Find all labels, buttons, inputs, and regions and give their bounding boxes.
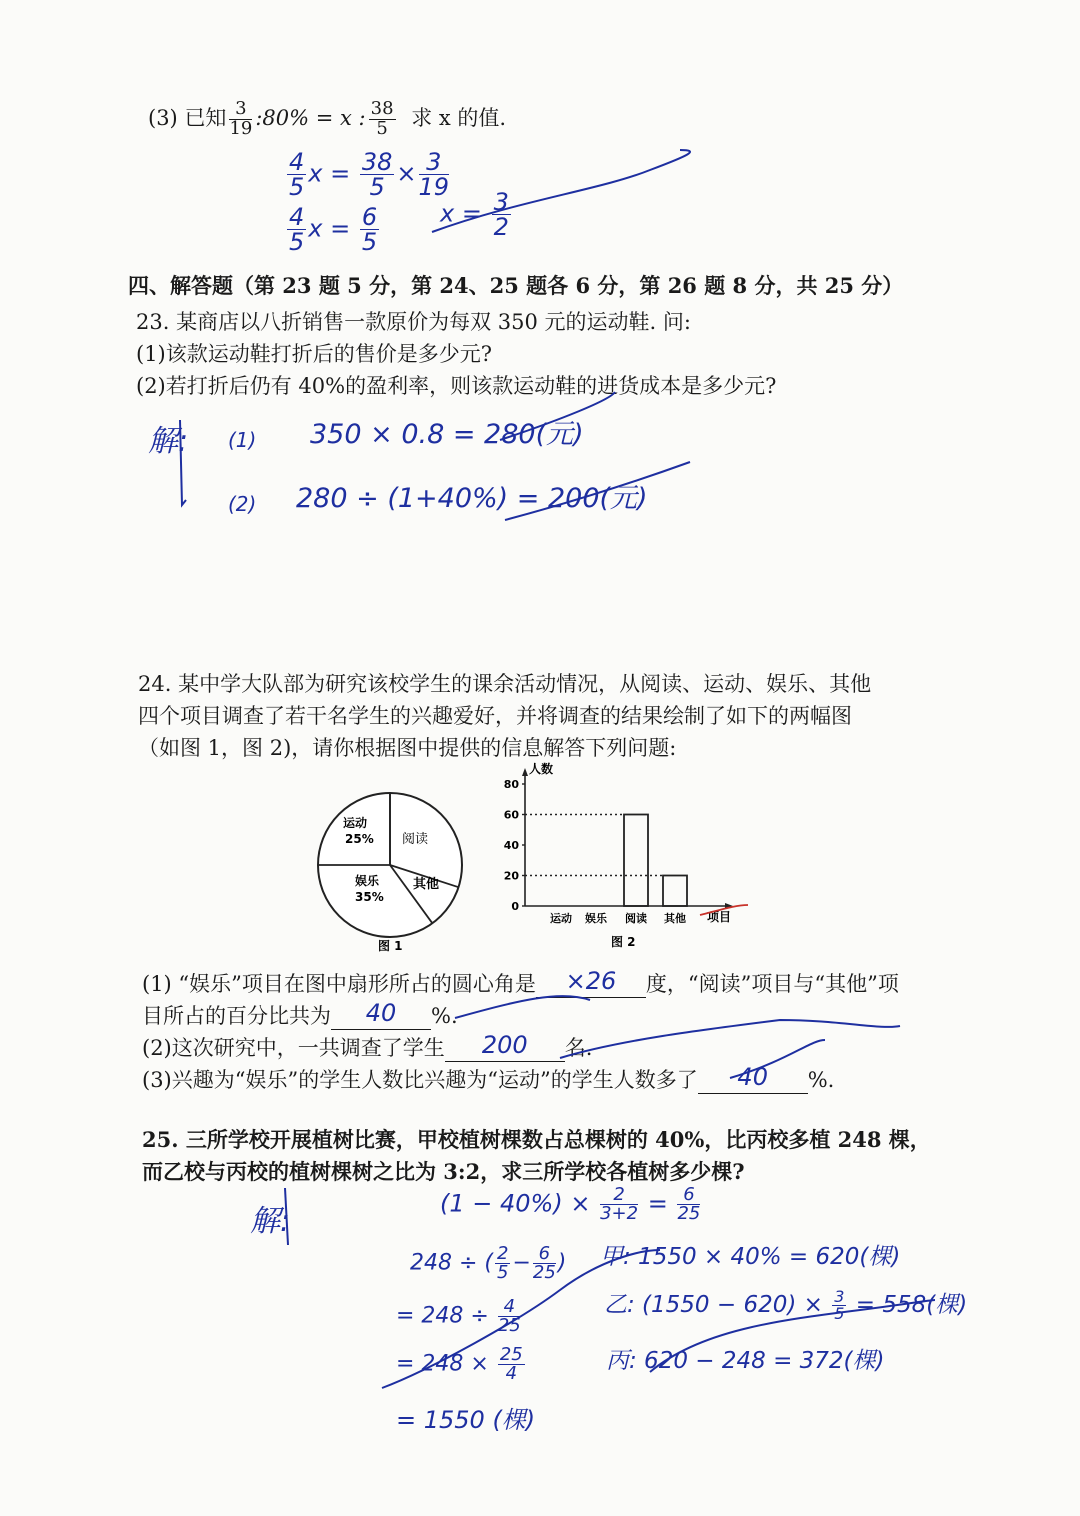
q23-answer-1: 350 × 0.8 = 280(元) xyxy=(310,419,584,450)
y-tick-label: 80 xyxy=(503,778,519,791)
fraction-numerator: 6 xyxy=(361,203,378,231)
q23-stem: 23. 某商店以八折销售一款原价为每双 350 元的运动鞋. 问: xyxy=(136,310,691,334)
category-label: 运动 xyxy=(550,912,572,925)
fraction-denominator: 5 xyxy=(289,228,305,256)
fraction-denominator: 5 xyxy=(376,117,388,139)
q24-part-1-line-2 xyxy=(142,1000,458,1030)
q22-3-answer xyxy=(440,190,513,239)
pie-label-yule: 娱乐 xyxy=(355,874,380,888)
q24-part-2 xyxy=(142,1032,592,1062)
fraction-denominator: 25 xyxy=(497,1315,521,1336)
hand-fraction xyxy=(677,1186,700,1223)
pie-slices xyxy=(318,793,462,937)
answer-blank-2 xyxy=(331,999,431,1030)
fraction-numerator: 2 xyxy=(600,1186,638,1205)
question-text: 名. xyxy=(564,1036,593,1060)
fraction xyxy=(229,100,252,139)
answer-handwritten: ×26 xyxy=(565,967,617,995)
y-tick-label: 60 xyxy=(503,808,519,822)
q25-bing: 丙: 620 − 248 = 372(棵) xyxy=(606,1348,885,1374)
question-text: %. xyxy=(431,1004,458,1028)
q25-step-1 xyxy=(440,1186,702,1223)
fraction-denominator: 19 xyxy=(229,117,253,139)
statement-text: :80% = x : xyxy=(255,105,366,130)
answer-blank-4 xyxy=(698,1063,808,1094)
fraction-numerator: 6 xyxy=(533,1245,556,1264)
check-mark xyxy=(455,996,590,1018)
y-tick-label: 0 xyxy=(511,900,519,913)
q25-step-2 xyxy=(410,1245,566,1282)
fraction-numerator: 38 xyxy=(361,148,393,176)
pie-value-yundong: 25% xyxy=(345,832,374,846)
hand-fraction xyxy=(360,150,395,199)
q25-stem-line-1: 25. 三所学校开展植树比赛，甲校植树棵数占总棵树的 40%，比丙校多植 248 棵， xyxy=(142,1127,931,1152)
q22-3-work-line-1 xyxy=(285,150,451,199)
question-text: (3)兴趣为“娱乐”的学生人数比兴趣为“运动”的学生人数多了 xyxy=(142,1068,698,1092)
hand-fraction xyxy=(287,205,306,254)
fraction-denominator: 5 xyxy=(369,173,385,201)
pie-value-yule: 35% xyxy=(355,890,384,904)
y-tick-label: 40 xyxy=(503,839,519,852)
work-text: = 248 ÷ xyxy=(396,1303,489,1329)
fraction-denominator: 2 xyxy=(493,213,509,241)
answer-blank-3 xyxy=(445,1031,565,1062)
q24-stem-line-3: （如图 1，图 2)，请你根据图中提供的信息解答下列问题: xyxy=(138,736,677,760)
q23-answer-2: 280 ÷ (1+40%) = 200(元) xyxy=(296,483,648,514)
q25-step-3 xyxy=(396,1298,523,1335)
bar-阅读 xyxy=(624,815,648,907)
statement-text: 求 x 的值. xyxy=(411,105,507,130)
work-text: − xyxy=(512,1250,531,1276)
bar-category-labels xyxy=(550,911,686,925)
q25-step-5: = 1550 (棵) xyxy=(396,1406,536,1434)
work-text: x = xyxy=(440,199,482,228)
work-text: × xyxy=(396,159,417,188)
work-text: = 248 × xyxy=(396,1351,489,1377)
question-text: 度，“阅读”项目与“其他”项 xyxy=(645,972,899,996)
q25-stem-line-2: 而乙校与丙校的植树棵树之比为 3:2，求三所学校各植树多少棵? xyxy=(142,1159,745,1184)
q22-3-statement xyxy=(148,100,506,139)
question-number: (3) xyxy=(148,105,178,130)
q25-yi xyxy=(604,1286,967,1322)
bar-chart xyxy=(495,756,765,951)
statement-text: 已知 xyxy=(184,105,227,130)
bar-ylabel: 人数 xyxy=(529,762,554,776)
fraction-numerator: 4 xyxy=(498,1298,521,1317)
hand-fraction xyxy=(832,1289,846,1322)
fraction-numerator: 3 xyxy=(229,100,252,120)
hand-fraction xyxy=(600,1186,638,1223)
work-text: 乙: (1550 − 620) × xyxy=(604,1292,823,1318)
bar-bars xyxy=(624,815,687,907)
work-text: x = xyxy=(308,214,351,243)
q23-solution-label: 解: xyxy=(148,424,189,459)
pie-chart xyxy=(300,770,500,960)
fraction-denominator: 19 xyxy=(418,173,450,201)
q25-solution-label: 解: xyxy=(250,1204,291,1239)
fraction-numerator: 25 xyxy=(499,1344,523,1365)
bar-其他 xyxy=(663,876,687,907)
hand-fraction xyxy=(287,150,306,199)
fraction-numerator: 4 xyxy=(289,203,305,231)
fraction-denominator: 5 xyxy=(289,173,305,201)
fraction xyxy=(369,100,396,139)
fraction-numerator: 3 xyxy=(834,1287,845,1306)
bar-ticks xyxy=(504,778,525,913)
bar-reference-lines xyxy=(525,815,663,876)
pie-title: 图 1 xyxy=(378,939,403,953)
q25-step-4 xyxy=(396,1346,527,1383)
fraction-numerator: 2 xyxy=(497,1243,509,1264)
work-text: (1 − 40%) × xyxy=(440,1189,591,1218)
q24-stem-line-2: 四个项目调查了若干名学生的兴趣爱好，并将调查的结果绘制了如下的两幅图 xyxy=(138,704,852,728)
hand-fraction xyxy=(498,1298,521,1335)
q23-part-1: (1)该款运动鞋打折后的售价是多少元? xyxy=(136,342,493,366)
question-text: 目所占的百分比共为 xyxy=(142,1004,331,1028)
fraction-denominator: 4 xyxy=(505,1363,518,1384)
pie-label-yuedu: 阅读 xyxy=(402,832,429,847)
category-label: 其他 xyxy=(664,912,686,925)
pie-label-qita: 其他 xyxy=(413,877,440,892)
answer-handwritten: 200 xyxy=(481,1031,528,1059)
section-title: 四、解答题（第 23 题 5 分，第 24、25 题各 6 分，第 26 题 8 分，共 25 分） xyxy=(128,273,904,298)
q25-jia: 甲: 1550 × 40% = 620(棵) xyxy=(600,1244,901,1270)
answer-blank-1 xyxy=(536,967,646,998)
fraction-denominator: 5 xyxy=(361,228,378,256)
q24-stem-line-1: 24. 某中学大队部为研究该校学生的课余活动情况，从阅读、运动、娱乐、其他 xyxy=(138,672,872,696)
fraction-numerator: 6 xyxy=(677,1186,700,1205)
answer-handwritten: 40 xyxy=(365,999,397,1027)
hand-fraction xyxy=(492,190,511,239)
fraction-numerator: 4 xyxy=(289,148,305,176)
fraction-denominator: 5 xyxy=(834,1304,845,1323)
check-mark xyxy=(560,1020,900,1058)
question-text: (2)这次研究中，一共调查了学生 xyxy=(142,1036,445,1060)
question-text: (1) “娱乐”项目在图中扇形所占的圆心角是 xyxy=(142,972,536,996)
q24-part-3 xyxy=(142,1064,834,1094)
work-text: ) xyxy=(557,1250,567,1276)
fraction-denominator: 25 xyxy=(677,1203,701,1224)
bar-axes xyxy=(522,768,733,909)
fraction-denominator: 25 xyxy=(532,1262,556,1283)
q22-3-work-line-2 xyxy=(285,205,381,254)
work-text: = xyxy=(647,1189,668,1218)
fraction-denominator: 5 xyxy=(497,1262,509,1283)
q23-answer-2-label: (2) xyxy=(228,492,257,516)
hand-fraction xyxy=(360,205,379,254)
q23-answer-1-label: (1) xyxy=(228,428,257,452)
bar-title: 图 2 xyxy=(611,935,636,949)
work-text: 248 ÷ ( xyxy=(410,1250,493,1276)
pie-label-yundong: 运动 xyxy=(343,816,368,830)
bar-xlabel: 项目 xyxy=(707,910,732,924)
fraction-numerator: 38 xyxy=(370,98,394,119)
hand-fraction xyxy=(495,1245,510,1282)
category-label: 娱乐 xyxy=(585,912,607,925)
category-label: 阅读 xyxy=(625,912,647,925)
work-text: = 558(棵) xyxy=(855,1292,968,1318)
fraction-denominator: 3+2 xyxy=(600,1203,639,1224)
hand-fraction xyxy=(533,1245,556,1282)
hand-fraction xyxy=(498,1346,525,1383)
fraction-numerator: 3 xyxy=(419,150,450,175)
work-text: x = xyxy=(308,159,351,188)
answer-handwritten: 40 xyxy=(737,1063,768,1091)
y-tick-label: 20 xyxy=(503,869,519,883)
q23-part-2: (2)若打折后仍有 40%的盈利率，则该款运动鞋的进货成本是多少元? xyxy=(136,374,777,398)
q24-part-1-line-1 xyxy=(142,968,899,998)
question-text: %. xyxy=(807,1068,835,1092)
fraction-numerator: 3 xyxy=(493,188,509,216)
